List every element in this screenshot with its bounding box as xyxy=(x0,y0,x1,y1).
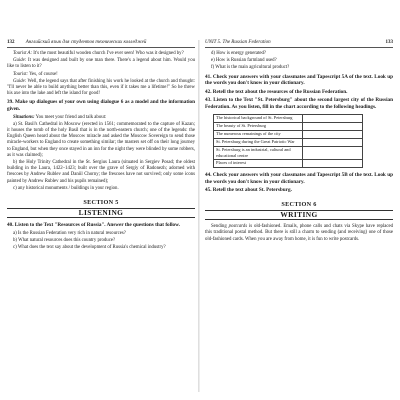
listening-chart xyxy=(213,114,363,168)
chart-heading-cell: Places of interest xyxy=(214,159,303,167)
task-43-heading: 43. Listen to the Text "St. Petersburg" about the second largest city of the Russian Federation. As you listen, fill in the chart according to the following headings. xyxy=(205,97,393,110)
chart-heading-cell: The numerous remainings of the city xyxy=(214,130,303,138)
chart-heading-cell: The beauty of St. Petersburg xyxy=(214,122,303,130)
right-page xyxy=(205,40,393,392)
question-item: b) What natural resources does this country produce? xyxy=(13,238,116,244)
dialogue-line: Tourist A: It's the most beautiful wooden church I've ever seen! Who was it designed by? xyxy=(13,51,184,56)
chart-blank-cell xyxy=(303,138,363,146)
question-item: f) What is the main agricultural product? xyxy=(211,65,290,71)
table-row xyxy=(214,130,363,138)
section-6-bar: WRITING xyxy=(205,210,393,220)
task-44-heading: 44. Check your answers with your classmates and Tapescript 5B of the text. Look up the words you don't know in your dictionary. xyxy=(205,171,393,185)
situation-item: b) the Holy Trinity Cathedral in the St. Sergius Laura (situated in Sergiev Posad; the oldest building in the Laura, 1422–1423; built over the grave of Sergiy of Radonezh; adorned with frescoes by Andrew Rublev and Daniil Chorny; the frescoes have not survived; only some icons painted by Andrew Rublev and his pupils remained); xyxy=(7,160,195,184)
table-row xyxy=(214,122,363,130)
section-5-bar: LISTENING xyxy=(7,208,195,218)
table-row xyxy=(214,138,363,146)
left-page xyxy=(7,40,195,392)
chart-blank-cell xyxy=(303,130,363,138)
question-item: e) How is Russian farmland used? xyxy=(211,58,277,64)
left-running-title: Английский язык для студентов технических колледжей xyxy=(25,40,147,45)
chart-heading-cell: St. Petersburg is an industrial, cultural and educational centre xyxy=(214,146,303,159)
right-page-number: 133 xyxy=(385,40,393,45)
dialogue-line: Tourist: Yes, of course! xyxy=(13,71,58,77)
chart-blank-cell xyxy=(303,122,363,130)
table-row xyxy=(214,146,363,159)
left-page-number: 132 xyxy=(7,40,15,45)
task-39-heading: 39. Make up dialogues of your own using dialogue 6 as a model and the information given. xyxy=(7,99,195,113)
dialogue-line: Guide: It was designed and built by one man there. There's a legend about him. Would you like to listen to it? xyxy=(7,58,195,70)
chart-blank-cell xyxy=(303,146,363,159)
section-6-title: SECTION 6 xyxy=(281,200,317,208)
question-item: c) What does the text say about the development of Russia's chemical industry? xyxy=(13,245,166,251)
task-40-heading: 40. Listen to the Text "Resources of Russia". Answer the questions that follow. xyxy=(7,222,180,229)
situations-intro: Situations: You meet your friend and talk about: xyxy=(13,114,107,120)
table-row xyxy=(214,114,363,122)
section-5-title: SECTION 5 xyxy=(83,199,119,207)
situation-item: a) St. Basil's Cathedral in Moscow (erected in 1561; commemorated to the capture of Kazan; it houses the tomb of the holy Basil that is in the north-eastern church; one of the legends: the English Queen heard about the Moscow miracle and asked the Moscow Sovereign to send those miracle-workers to England to create something similar; the masters set off on their long journey to England, but when they once stayed in an inn for the night they were blinded by some robbers, as it was claimed); xyxy=(7,121,195,158)
chart-blank-cell xyxy=(303,159,363,167)
dialogue-line: Guide: Well, the legend says that after finishing his work he looked at the church and thought: "I'll never be able to build anything better than this, even if it takes me a lifetime!" So he threw his axe into the lake and left the island for good! xyxy=(7,78,195,97)
chart-heading-cell: The historical background of St. Petersburg xyxy=(214,114,303,122)
question-item: a) Is the Russian Federation very rich in natural resources? xyxy=(13,231,126,237)
task-45-heading: 45. Retell the text about St. Petersburg. xyxy=(205,187,292,194)
chart-blank-cell xyxy=(303,114,363,122)
right-running-title: UNIT 5. The Russian Federation xyxy=(205,40,271,45)
question-item: d) How is energy generated? xyxy=(211,51,267,56)
situation-item: c) any historical monuments / buildings in your region. xyxy=(13,185,119,191)
writing-paragraph: Sending postcards is old-fashioned. Emails, phone calls and chats via Skype have replaced this traditional postal method. But there is still a charm to sending (and receiving) one of those old-fashioned cards. When you are away from home, it is fun to write postcards. xyxy=(205,224,393,242)
task-41-heading: 41. Check your answers with your classmates and Tapescript 5A of the text. Look up the words you don't know in your dictionary. xyxy=(205,73,393,87)
task-42-heading: 42. Retell the text about the resources of the Russian Federation. xyxy=(205,88,348,95)
book-gutter xyxy=(198,40,200,392)
table-row xyxy=(214,159,363,167)
chart-heading-cell: St. Petersburg during the Great Patriotic War xyxy=(214,138,303,146)
